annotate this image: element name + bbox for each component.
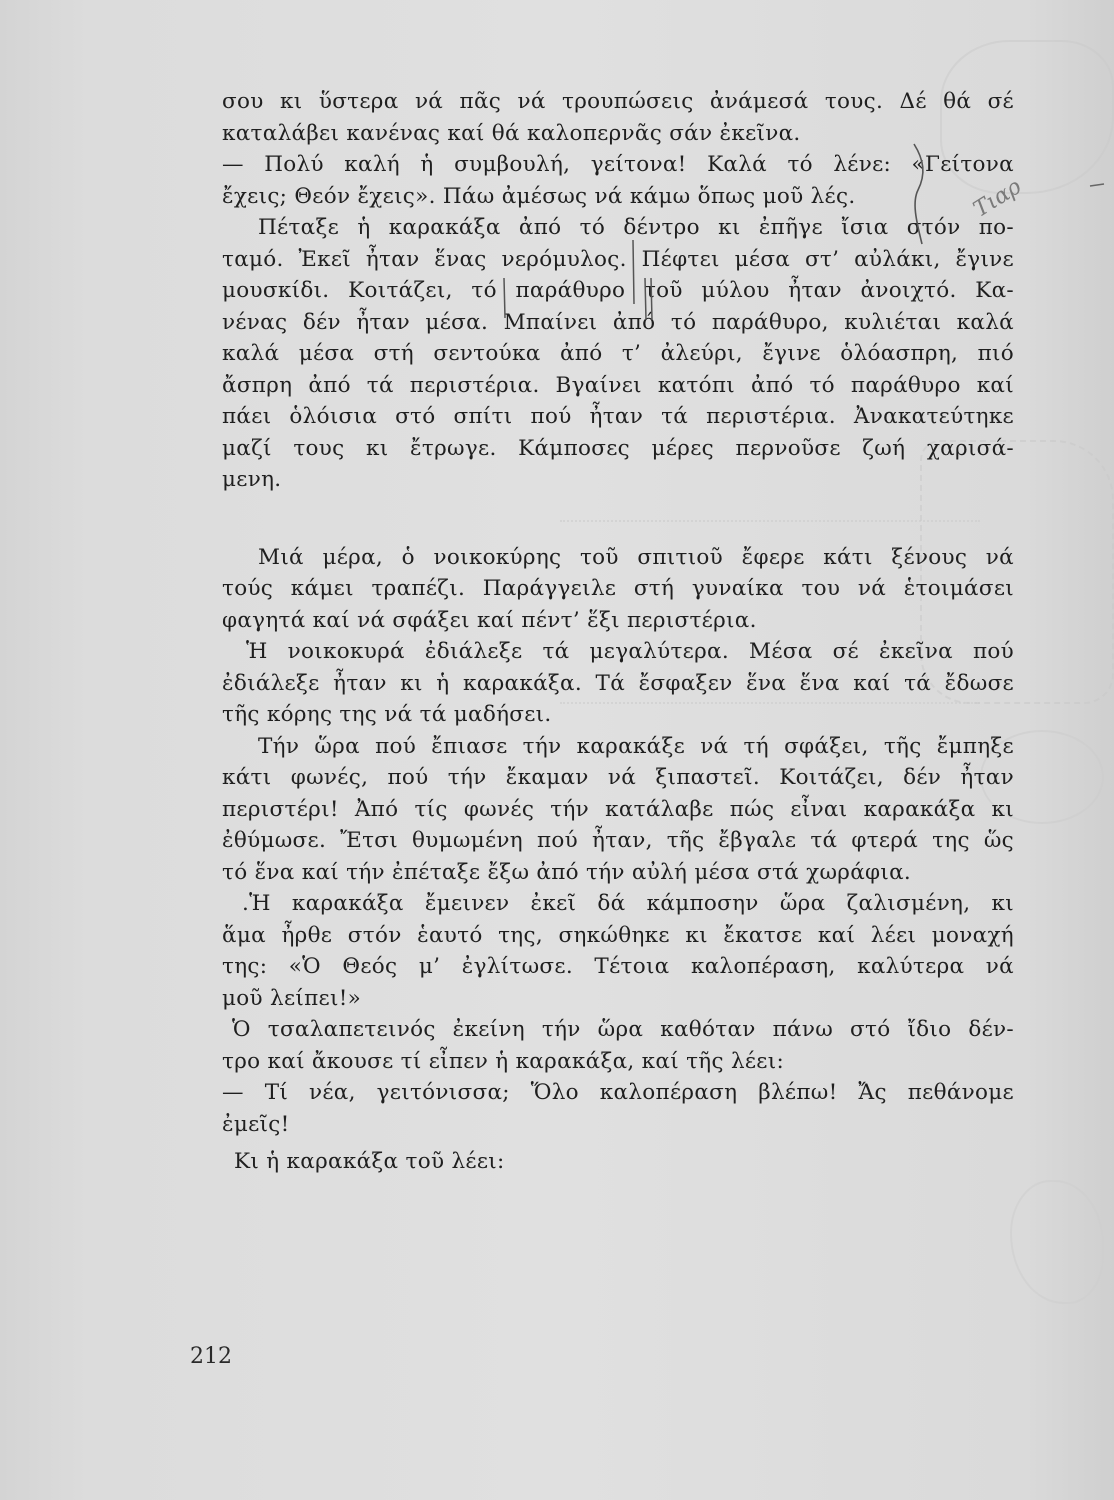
text-line: περιστέρι! Ἀπό τίς φωνές τήν κατάλαβε πώς εἶναι καρακάξα κι bbox=[222, 796, 1014, 822]
text-line: Πέταξε ἡ καρακάξα ἀπό τό δέντρο κι ἐπῆγε ἴσια στόν πο- bbox=[258, 215, 1014, 240]
text-line: κάτι φωνές, πού τήν ἔκαμαν νά ξιπαστεῖ. Κοιτάζει, δέν ἦταν bbox=[222, 765, 1014, 790]
text-line: — Πολύ καλή ἡ συμβουλή, γείτονα! Καλά τό λένε: «Γείτονα bbox=[222, 152, 1014, 177]
text-line: νένας δέν ἦταν μέσα. Μπαίνει ἀπό τό παράθυρο, κυλιέται καλά bbox=[222, 309, 1014, 335]
text-line: Ὁ τσαλαπετεινός ἐκείνη τήν ὥρα καθόταν πάνω στό ἴδιο δέν- bbox=[232, 1017, 1014, 1042]
text-line: Κι ἡ καρακάξα τοῦ λέει: bbox=[234, 1149, 505, 1174]
text-line: σου κι ὕστερα νά πᾶς νά τρουπώσεις ἀνάμεσά τους. Δέ θά σέ bbox=[222, 89, 1014, 114]
text-line: ἐμεῖς! bbox=[222, 1111, 290, 1137]
text-line: καταλάβει κανένας καί θά καλοπερνᾶς σάν ἐκεῖνα. bbox=[222, 120, 801, 146]
text-line: Ἡ νοικοκυρά ἐδιάλεξε τά μεγαλύτερα. Μέσα σέ ἐκεῖνα πού bbox=[246, 639, 1014, 664]
text-line: ἐδιάλεξε ἦταν κι ἡ καρακάξα. Τά ἔσφαξεν ἕνα ἕνα καί τά ἔδωσε bbox=[222, 670, 1014, 696]
text-line: της: «Ὁ Θεός μ’ ἐγλίτωσε. Τέτοια καλοπέραση, καλύτερα νά bbox=[222, 954, 1014, 979]
text-line: τῆς κόρης της νά τά μαδήσει. bbox=[222, 702, 552, 727]
text-line: πάει ὁλόισια στό σπίτι πού ἦταν τά περιστέρια. Ἀνακατεύτηκε bbox=[222, 404, 1014, 429]
show-through-illustration bbox=[1010, 1180, 1104, 1304]
text-line: φαγητά καί νά σφάξει καί πέντ’ ἕξι περιστέρια. bbox=[222, 607, 757, 633]
text-line: τούς κάμει τραπέζι. Παράγγειλε στή γυναίκα του νά ἑτοιμάσει bbox=[222, 576, 1014, 601]
text-line: μενη. bbox=[222, 467, 282, 492]
text-line: Μιά μέρα, ὁ νοικοκύρης τοῦ σπιτιοῦ ἔφερε κάτι ξένους νά bbox=[258, 544, 1014, 570]
text-line: τό ἕνα καί τήν ἐπέταξε ἔξω ἀπό τήν αὐλή μέσα στά χωράφια. bbox=[222, 859, 912, 885]
text-line: τρο καί ἄκουσε τί εἶπεν ἡ καρακάξα, καί τῆς λέει: bbox=[222, 1048, 785, 1074]
text-line: ἄσπρη ἀπό τά περιστέρια. Βγαίνει κατόπι ἀπό τό παράθυρο καί bbox=[222, 372, 1014, 398]
text-line: Τήν ὥρα πού ἔπιασε τήν καρακάξε νά τή σφάξει, τῆς ἔμπηξε bbox=[258, 733, 1014, 759]
text-line: μουσκίδι. Κοιτάζει, τό παράθυρο τοῦ μύλου ἦταν ἀνοιχτό. Κα- bbox=[222, 278, 1014, 303]
text-line: ταμό. Ἐκεῖ ἦταν ἕνας νερόμυλος. Πέφτει μέσα στ’ αὐλάκι, ἔγινε bbox=[222, 246, 1014, 272]
text-line: — Τί νέα, γειτόνισσα; Ὅλο καλοπέραση βλέπω! Ἄς πεθάνομε bbox=[222, 1080, 1014, 1105]
text-line: καλά μέσα στή σεντούκα ἀπό τ’ ἀλεύρι, ἔγινε ὁλόασπρη, πιό bbox=[222, 341, 1014, 366]
pencil-hyphen-mark bbox=[1088, 180, 1108, 192]
body-text bbox=[222, 86, 1014, 1178]
text-line: ἔχεις; Θεόν ἔχεις». Πάω ἀμέσως νά κάμω ὅπως μοῦ λές. bbox=[222, 183, 856, 209]
text-line: ἐθύμωσε. Ἔτσι θυμωμένη πού ἦταν, τῆς ἔβγαλε τά φτερά της ὥς bbox=[222, 828, 1014, 853]
page-number: 212 bbox=[190, 1344, 232, 1369]
paragraph-gap bbox=[222, 496, 1014, 542]
text-line: μαζί τους κι ἔτρωγε. Κάμποσες μέρες περνοῦσε ζωή χαρισά- bbox=[222, 435, 1014, 461]
pencil-margin-note: Τιαρ bbox=[969, 174, 1026, 223]
text-line: ἅμα ἦρθε στόν ἑαυτό της, σηκώθηκε κι ἔκατσε καί λέει μοναχή bbox=[222, 922, 1014, 948]
text-line: μοῦ λείπει!» bbox=[222, 985, 362, 1011]
text-line: .Ἡ καρακάξα ἔμεινεν ἐκεῖ δά κάμποσην ὥρα ζαλισμένη, κι bbox=[242, 891, 1014, 916]
